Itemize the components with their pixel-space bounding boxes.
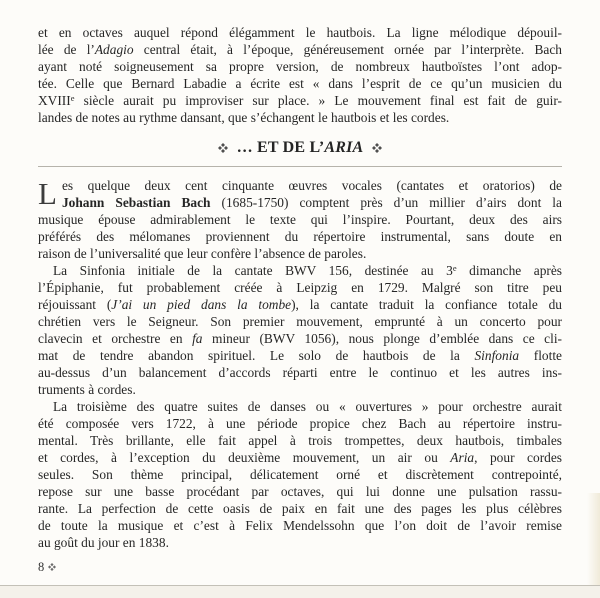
- text-line: repose sur une basse procédant par octaves, qui lui donne une pulsation rassu-: [38, 484, 562, 499]
- text-line: mat de tendre abandon spirituel. Le solo de hautbois de la Sinfonia flotte: [38, 348, 562, 363]
- text-line: réjouissant (J’ai un pied dans la tombe), la cantate traduit la confiance totale du: [38, 297, 562, 312]
- text-line: La Sinfonia initiale de la cantate BWV 156, destinée au 3e dimanche après: [53, 263, 563, 278]
- page-footer: [38, 560, 562, 574]
- text-line: seules. Son thème principal, délicatement orné et discrètement contrepointé,: [38, 467, 562, 482]
- text-line: La troisième des quatre suites de danses ou « ouvertures » pour orchestre aurait: [53, 399, 562, 414]
- page-edge-tint: [587, 493, 600, 598]
- text-line: raison de l’universalité que leur confère l’absence de paroles.: [38, 246, 367, 261]
- text-line: l’Épiphanie, fut probablement créée à Leipzig en 1729. Malgré son titre peu: [38, 280, 562, 295]
- text-line: es quelque deux cent cinquante œuvres vocales (cantates et oratorios) de: [61, 178, 562, 193]
- paragraph: [38, 24, 562, 126]
- page-number: 8: [38, 560, 45, 574]
- text-line: et en octaves auquel répond élégamment le hautbois. La ligne mélodique dépouil-: [38, 25, 562, 40]
- fleuron-icon: [372, 143, 382, 153]
- text-line: clavecin et orchestre en fa mineur (BWV 1056), nous plonge d’emblée dans ce cli-: [38, 331, 563, 346]
- text-line: ayant noté soigneusement sa propre version, de nombreux hautboïstes l’ont adop-: [38, 59, 562, 74]
- text-line: landes de notes au rythme dansant, que s’échangent le hautbois et les cordes.: [38, 110, 450, 125]
- section-heading-text: … ET DE L’ARIA: [236, 139, 364, 156]
- text-line: mental. Très brillante, elle fait appel à trois trompettes, deux hautbois, timbales: [38, 433, 562, 448]
- text-line: musique épouse admirablement le texte qui l’inspire. Pourtant, deux des airs: [38, 212, 562, 227]
- text-line: rante. La perfection de cette oasis de paix en fait une des pages les plus célèbres: [38, 501, 562, 516]
- heading-rule: [38, 166, 562, 167]
- fleuron-icon: [218, 143, 228, 153]
- text-line: au-dessus d’un balancement d’accords réparti entre le continuo et les autres ins-: [38, 365, 562, 380]
- text-line: Johann Sebastian Bach (1685-1750) comptent près d’un millier d’airs dont la: [61, 195, 562, 210]
- text-line: été composée vers 1722, à une période propice chez Bach au répertoire instru-: [38, 416, 562, 431]
- text-line: et cordes, à l’exception du deuxième mouvement, un air ou Aria, pour cordes: [38, 450, 562, 465]
- drop-cap: L: [38, 176, 57, 211]
- text-line: XVIIIe siècle aurait pu improviser sur place. » Le mouvement final est fait de guir-: [38, 93, 562, 108]
- text-line: de toute la musique et c’est à Felix Mendelssohn que l’on doit de l’avoir remise: [38, 518, 562, 533]
- text-line: préférés des mélomanes proviennent du répertoire instrumental, sans doute en: [38, 229, 562, 244]
- paragraph: [38, 398, 562, 551]
- section-heading: [38, 139, 562, 157]
- text-line: lée de l’Adagio central était, à l’époque, généreusement ornée par l’interprète. Bach: [38, 42, 562, 57]
- page-edge-shadow: [0, 585, 600, 598]
- body-paragraphs: [38, 177, 562, 551]
- fleuron-icon: [48, 563, 56, 571]
- text-line: tée. Celle que Bernard Labadie a écrite est « dans l’esprit de ce qu’un musicien du: [38, 76, 562, 91]
- paragraph: [38, 262, 562, 398]
- text-line: truments à cordes.: [38, 382, 136, 397]
- paragraph: [38, 177, 562, 262]
- text-line: chrétien vers le Seigneur. Son premier mouvement, emprunté à un concerto pour: [38, 314, 562, 329]
- text-line: au goût du jour en 1838.: [38, 535, 169, 550]
- intro-paragraph: [38, 24, 562, 126]
